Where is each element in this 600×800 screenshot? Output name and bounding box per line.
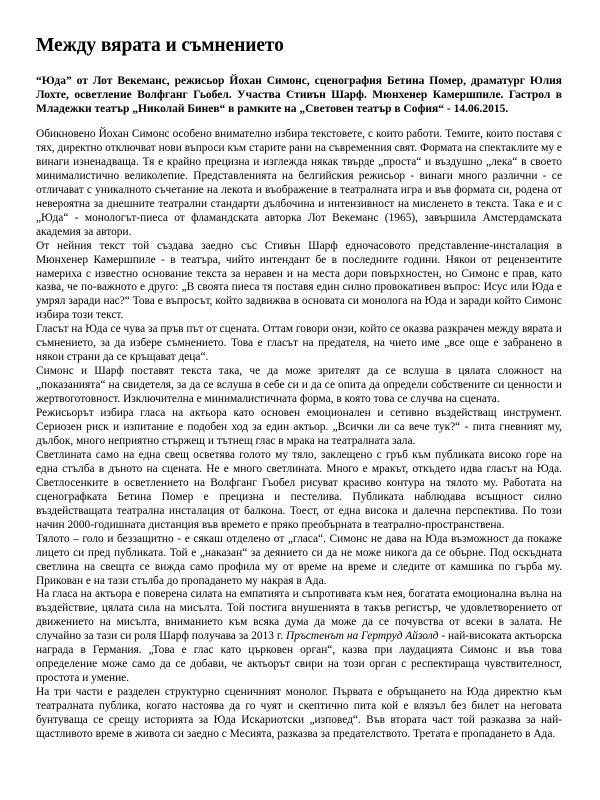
- article-lead: “Юда” от Лот Векеманс, режисьор Йохан Симонс, сценография Бетина Помер, драматург Юлия Лохте, осветление Волфганг Гьобел. Участва Стивън Шарф. Мюнхенер Камершпиле. Гастрол в Младежки театър „Николай Бинев“ в рамките на „Световен театър в София“ - 14.06.2015.: [36, 75, 562, 115]
- paragraph: От нейния текст той създава заедно със Стивън Шарф едночасовото представление-инсталация в Мюнхенер Камершпиле - в театъра, чийто интендант бе в последните години. Някои от рецензентите намериха с известно основание текста за неравен и на места дори повърхностен, но Симонс е прав, като казва, че по-важното е друго: „В своята пиеса тя поставя един силно провокативен въпрос: Исус или Юда е умрял заради нас?“ Това е въпросът, който задвижва в основата си монолога на Юда и заради който Симонс избира този текст.: [36, 239, 562, 322]
- paragraph: Светлината само на една свещ осветява голото му тяло, заклещено с гръб към публиката високо горе на една стълба в дъното на сцената. Не е много светлината. Много е мракът, откъдето идва гласът на Юда. Светлосенките в осветлението на Волфганг Гьобел рисуват красиво контура на тялото му. Работата на сценографката Бетина Помер е прецизна и пестелива. Публиката наблюдава всъщност силно въздействащата театрална инсталация от балкона. Тоест, от една висока и далечна перспектива. По този начин 2000-годишната дистанция във времето е пряко преобърната в театрално-пространствена.: [36, 448, 562, 531]
- article-body: [36, 128, 562, 742]
- article: [36, 34, 562, 742]
- award-name: Пръстенът на Гертруд Айзолд: [286, 630, 439, 643]
- paragraph: Тялото – голо и беззащитно - е сякаш отделено от „гласа“. Симонс не дава на Юда възможност да покаже лицето си пред публиката. Той е „наказан“ за деянието си да не може никога да се обърне. Под оскъдната светлина на свещта се вижда само профила му от време на време и следите от камшика по гърба му. Прикован е на тази стълба до пропадането му накрая в Ада.: [36, 532, 562, 587]
- paragraph: [36, 588, 562, 686]
- paragraph-part: - най-високата актьорска награда в Германия. „Това е глас като църковен орган“, казва при лаудацията Симонс и във това определение може само да се добави, че актьорът свири на този орган с респектираща чувствителност, простота и умение.: [36, 630, 562, 685]
- paragraph: На три части е разделен структурно сценичният монолог. Първата е обръщането на Юда директно към театралната публика, когато настоява да го чуят и скептично пита кой е влязъл без билет на неговата бунтуваща се срещу историята за Юда Искариотски „изповед“. Във втората част той разказва за най-щастливото време в живота си заедно с Месията, разказва за предателството. Третата е пропадането в Ада.: [36, 686, 562, 740]
- paragraph: Симонс и Шарф поставят текста така, че да може зрителят да се вслуша в цялата сложност на „показанията“ на свидетеля, за да се вслуша в себе си и да се опита да определи собствените си ценности и жертвоготовност. Изключителна е минималистичната форма, в която това се случва на сцената.: [36, 365, 562, 406]
- paragraph: Обикновено Йохан Симонс особено внимателно избира текстовете, с които работи. Темите, които поставя с тях, директно отключват нови въпроси към старите рани на съвременния свят. Формата на спектаклите му е винаги изненадваща. Тя е крайно прецизна и изглежда някак твърде „проста“ и въздушно „лека“ в своето минималистично великолепие. Представленията на белгийския режисьор - винаги много различни - се отличават с уникалното съчетание на лекота и въображение в театралната игра и във формата си, родена от невероятна за днешните театрални стандарти дълбочина и интензивност на мисленето в текста. Така е и с „Юда“ - монологът-пиеса от фламандската авторка Лот Векеманс (1965), завършила Амстердамската академия за автори.: [36, 128, 562, 238]
- paragraph: Гласът на Юда се чува за пръв път от сцената. Оттам говори онзи, който се оказва разкрачен между вярата и съмнението, за да избере съмнението. Това е гласът на предателя, на чието име „все още е забранено в някои страни да се кръщават деца“.: [36, 323, 562, 364]
- paragraph: Режисьорът избира гласа на актьора като основен емоционален и сетивно въздействащ инструмент. Сериозен риск и изпитание е подобен ход за един актьор. „Всички ли са вече тук?“ - пита гневният му, дълбок, много неприятно стържещ и тътнещ глас в мрака на театралната зала.: [36, 407, 562, 447]
- article-title: Между вярата и съмнението: [36, 35, 284, 56]
- paragraph-part: На гласа на актьора е поверена силата на емпатията и съпротивата към нея, богатата емоционална вълна на въздействие, цялата сила на мисълта. Той постига внушенията в такъв регистър, че удовлетворението от движението на мисълта, вниманието към всяка дума да може да се почувства от всеки в залата. Не случайно за тази си роля Шарф получава за 2013 г.: [36, 588, 562, 643]
